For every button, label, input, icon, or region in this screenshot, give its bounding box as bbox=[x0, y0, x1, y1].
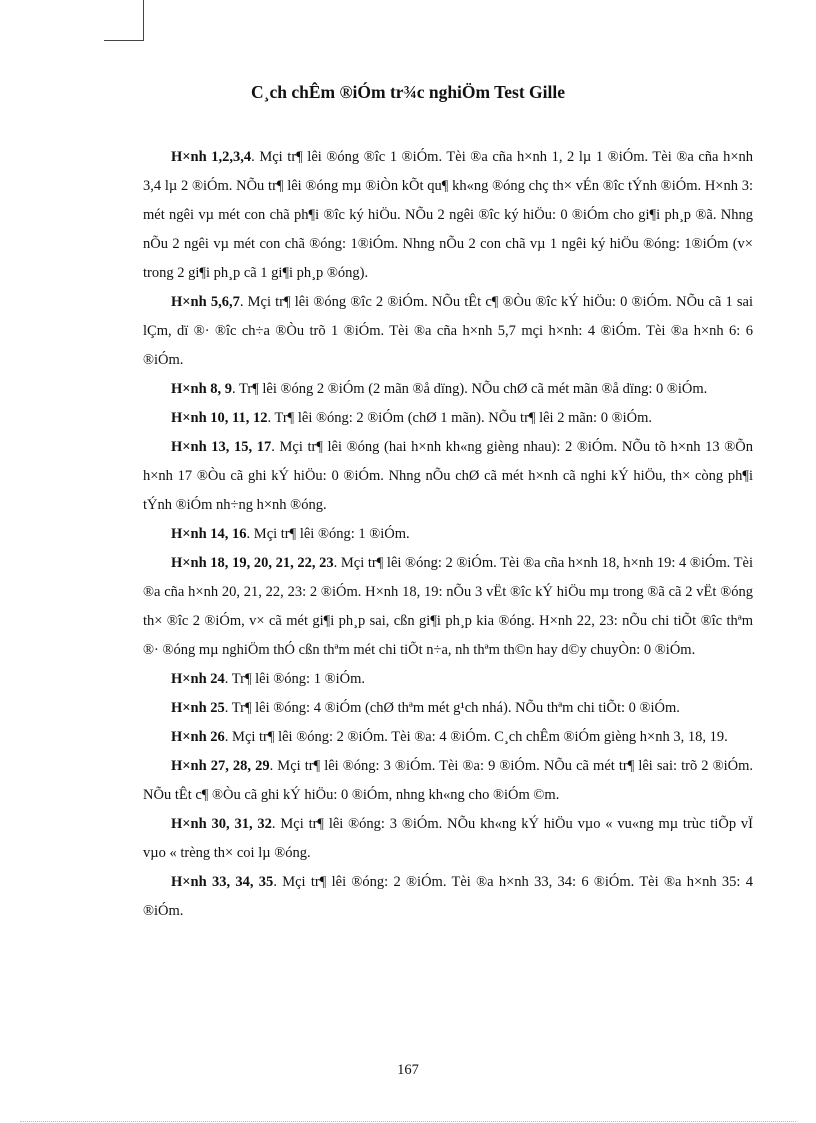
paragraph-lead: H×nh 26 bbox=[171, 729, 225, 745]
paragraph-lead: H×nh 5,6,7 bbox=[171, 294, 240, 310]
paragraph-text: . Mçi tr¶ lêi ®óng: 2 ®iÓm. Tèi ®a cña h×nh 18, h×nh 19: 4 ®iÓm. Tèi ®a cña h×nh 20, 21, 22, 23: 2 ®iÓm. H×nh 18, 19: nÕu 3 vËt ®îc kÝ hiÖu mµ trong ®ã cã 2 vËt ®óng th× ®îc 2 ®iÓm, v× cã mét gi¶i ph¸p sai, cßn gi¶i ph¸p kia ®óng. H×nh 22, 23: nÕu chi tiÕt ®îc thªm ®· ®óng mµ nghiÖm thÓ cßn thªm mét chi tiÕt n÷a, nh thªm th©n hay d©y chuyÒn: 0 ®iÓm. bbox=[143, 555, 753, 658]
paragraph-12 bbox=[143, 810, 753, 868]
paragraph-text: . Tr¶ lêi ®óng: 2 ®iÓm (chØ 1 mãn). NÕu tr¶ lêi 2 mãn: 0 ®iÓm. bbox=[267, 410, 652, 426]
paragraph-text: . Tr¶ lêi ®óng: 1 ®iÓm. bbox=[224, 671, 365, 687]
paragraph-1 bbox=[143, 143, 753, 288]
paragraph-text: . Mçi tr¶ lêi ®óng: 1 ®iÓm. bbox=[246, 526, 410, 542]
paragraph-9 bbox=[143, 694, 753, 723]
document-title: C¸ch chÊm ®iÓm tr¾c nghiÖm Test Gille bbox=[251, 82, 565, 102]
paragraph-lead: H×nh 14, 16 bbox=[171, 526, 247, 542]
paragraph-2 bbox=[143, 288, 753, 375]
paragraph-lead: H×nh 10, 11, 12 bbox=[171, 410, 268, 426]
paragraph-lead: H×nh 27, 28, 29 bbox=[171, 758, 270, 774]
paragraph-4 bbox=[143, 404, 753, 433]
paragraph-6 bbox=[143, 520, 753, 549]
paragraph-lead: H×nh 25 bbox=[171, 700, 225, 716]
paragraph-lead: H×nh 24 bbox=[171, 671, 225, 687]
paragraph-5 bbox=[143, 433, 753, 520]
paragraph-lead: H×nh 13, 15, 17 bbox=[171, 439, 272, 455]
paragraph-lead: H×nh 1,2,3,4 bbox=[171, 149, 252, 165]
paragraph-3 bbox=[143, 375, 753, 404]
paragraph-text: . Tr¶ lêi ®óng 2 ®iÓm (2 mãn ®å dïng). NÕu chØ cã mét mãn ®å dïng: 0 ®iÓm. bbox=[232, 381, 708, 397]
paragraph-7 bbox=[143, 549, 753, 665]
crop-mark-horizontal bbox=[104, 40, 144, 41]
paragraph-10 bbox=[143, 723, 753, 752]
paragraph-text: . Mçi tr¶ lêi ®óng: 2 ®iÓm. Tèi ®a h×nh 33, 34: 6 ®iÓm. Tèi ®a h×nh 35: 4 ®iÓm. bbox=[143, 874, 753, 919]
paragraph-11 bbox=[143, 752, 753, 810]
paragraph-8 bbox=[143, 665, 753, 694]
paragraph-13 bbox=[143, 868, 753, 926]
paragraph-lead: H×nh 30, 31, 32 bbox=[171, 816, 272, 832]
paragraph-text: . Mçi tr¶ lêi ®óng: 3 ®iÓm. NÕu kh«ng kÝ hiÖu vµo « vu«ng mµ trùc tiÕp vÏ vµo « trèng th× coi lµ ®óng. bbox=[143, 816, 753, 861]
paragraph-text: . Mçi tr¶ lêi ®óng: 3 ®iÓm. Tèi ®a: 9 ®iÓm. NÕu cã mét tr¶ lêi sai: trõ 2 ®iÓm. NÕu tÊt c¶ ®Òu cã ghi kÝ hiÖu: 0 ®iÓm, nhng kh«ng cho ®iÓm ©m. bbox=[143, 758, 753, 803]
paragraph-text: . Mçi tr¶ lêi ®óng (hai h×nh kh«ng gièng nhau): 2 ®iÓm. NÕu tõ h×nh 13 ®Õn h×nh 17 ®Òu cã ghi kÝ hiÖu: 0 ®iÓm. Nhng nÕu chØ cã mét h×nh cã nghi kÝ hiÖu, th× còng ph¶i tÝnh ®iÓm nh÷ng h×nh ®óng. bbox=[143, 439, 753, 513]
paragraph-text: . Mçi tr¶ lêi ®óng ®îc 2 ®iÓm. NÕu tÊt c¶ ®Òu ®îc kÝ hiÖu: 0 ®iÓm. NÕu cã 1 sai lÇm, dï ®· ®îc ch÷a ®Òu trõ 1 ®iÓm. Tèi ®a cña h×nh 5,7 mçi h×nh: 4 ®iÓm. Tèi ®a h×nh 6: 6 ®iÓm. bbox=[143, 294, 753, 368]
page-number: 167 bbox=[397, 1062, 419, 1078]
paragraph-text: . Mçi tr¶ lêi ®óng: 2 ®iÓm. Tèi ®a: 4 ®iÓm. C¸ch chÊm ®iÓm gièng h×nh 3, 18, 19. bbox=[224, 729, 728, 745]
paragraph-lead: H×nh 33, 34, 35 bbox=[171, 874, 274, 890]
paragraph-lead: H×nh 18, 19, 20, 21, 22, 23 bbox=[171, 555, 334, 571]
paragraph-lead: H×nh 8, 9 bbox=[171, 381, 233, 397]
paragraph-text: . Tr¶ lêi ®óng: 4 ®iÓm (chØ thªm mét g¹ch nhá). NÕu thªm chi tiÕt: 0 ®iÓm. bbox=[224, 700, 680, 716]
page-bottom-rule bbox=[20, 1121, 796, 1122]
crop-mark-vertical bbox=[143, 0, 144, 40]
paragraph-text: . Mçi tr¶ lêi ®óng ®îc 1 ®iÓm. Tèi ®a cña h×nh 1, 2 lµ 1 ®iÓm. Tèi ®a cña h×nh 3,4 lµ 2 ®iÓm. NÕu tr¶ lêi ®óng mµ ®iÒn kÕt qu¶ kh«ng ®óng chç th× vÉn ®îc tÝnh ®iÓm. H×nh 3: mét ngêi vµ mét con chã ph¶i ®îc ký hiÖu. NÕu 2 ngêi ®îc ký hiÖu: 0 ®iÓm cho gi¶i ph¸p ®ã. Nhng nÕu 2 ngêi vµ mét con chã ®óng: 1®iÓm. Nhng nÕu 2 con chã vµ 1 ngêi ký hiÖu ®óng: 1®iÓm (v× trong 2 gi¶i ph¸p cã 1 gi¶i ph¸p ®óng). bbox=[143, 149, 754, 281]
document-body bbox=[143, 143, 753, 926]
